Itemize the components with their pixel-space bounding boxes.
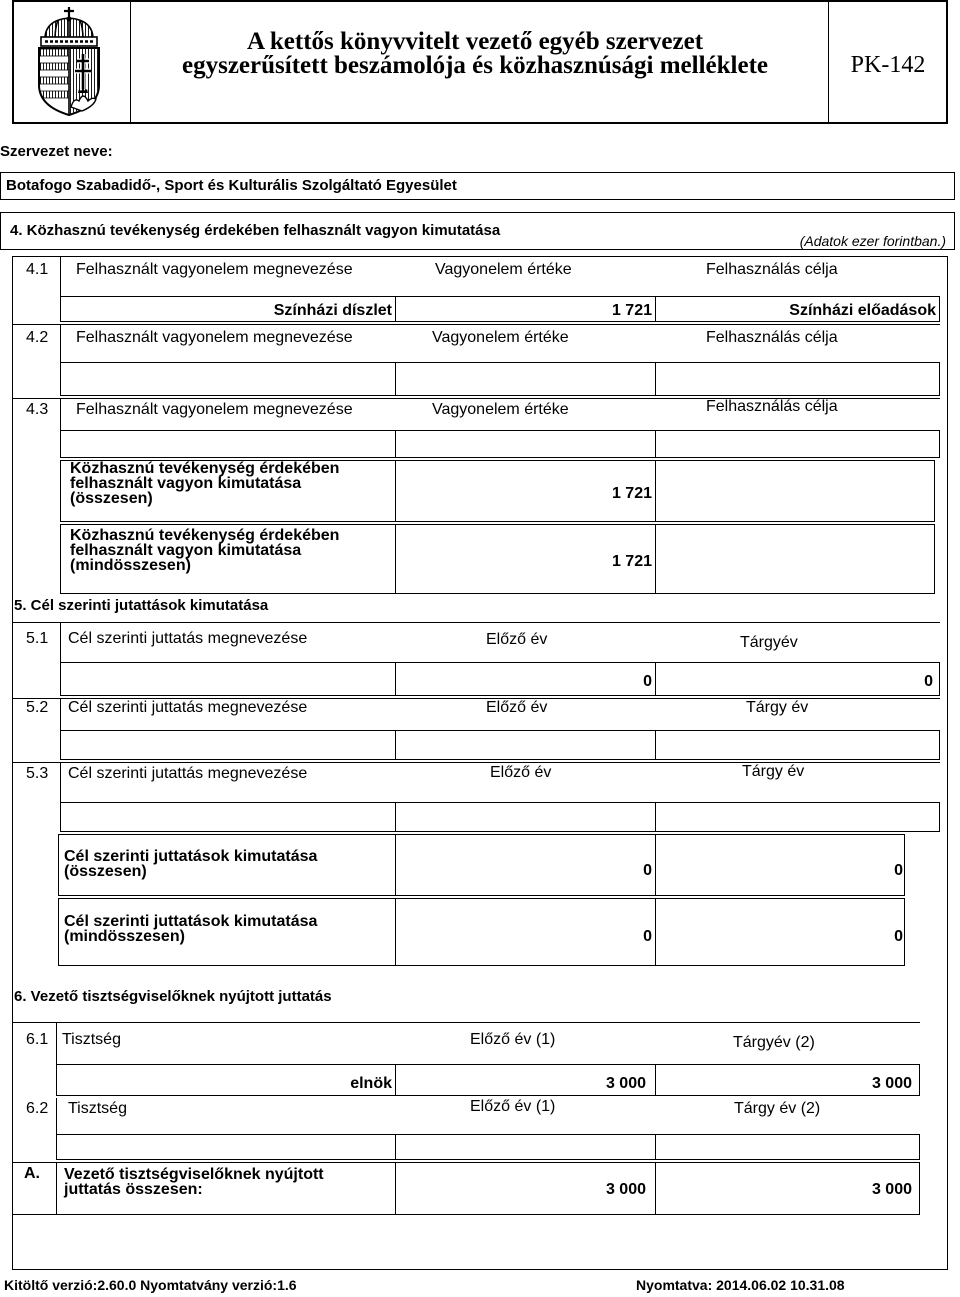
officer-benefit-total-previous-year: 3 000 <box>605 1181 646 1198</box>
benefit-total-label-line: (összesen) <box>64 863 147 880</box>
benefit-name-header: Cél szerinti juttatás megnevezése <box>68 699 308 716</box>
asset-value-header: Vagyonelem értéke <box>432 329 569 346</box>
section-5-title: 5. Cél szerinti jutattások kimutatása <box>14 597 269 614</box>
position-header: Tisztség <box>68 1100 127 1117</box>
current-year-header: Tárgy év <box>742 763 805 780</box>
asset-grand-total-label-line: (mindösszesen) <box>70 557 191 574</box>
benefit-grand-total-previous-year: 0 <box>643 928 652 945</box>
form-title-line-2: egyszerűsített beszámolója és közhasznúsági melléklete <box>182 52 768 79</box>
asset-value-cell: 1 721 <box>611 302 652 319</box>
position-header: Tisztség <box>62 1031 121 1048</box>
benefit-grand-total-current-year: 0 <box>894 928 903 945</box>
usage-purpose-header: Felhasználás célja <box>706 261 838 278</box>
asset-name-cell: Színházi díszlet <box>273 302 392 319</box>
row-border <box>12 324 940 325</box>
asset-total-value: 1 721 <box>611 485 652 502</box>
officer-benefit-total-label-line: juttatás összesen: <box>64 1181 203 1198</box>
footer-versions: Kitöltő verzió:2.60.0 Nyomtatvány verzió:1.6 <box>4 1277 297 1293</box>
column-divider <box>655 460 656 522</box>
coat-of-arms-icon <box>30 7 108 117</box>
footer-printed-date: Nyomtatva: 2014.06.02 10.31.08 <box>636 1277 845 1293</box>
section-6-title: 6. Vezető tisztségviselőknek nyújtott juttatás <box>14 988 332 1005</box>
benefit-grand-total-label-line: Cél szerinti juttatások kimutatása <box>64 913 318 930</box>
previous-year-header: Előző év <box>490 764 552 781</box>
current-year-cell: 0 <box>924 673 933 690</box>
officer-benefit-total-label <box>64 1167 324 1197</box>
column-divider <box>395 362 396 396</box>
officer-benefit-total-label-line: Vezető tisztségviselőknek nyújtott <box>64 1166 324 1183</box>
total-marker: A. <box>24 1165 40 1182</box>
benefit-total-previous-year: 0 <box>643 862 652 879</box>
benefit-grand-total-label <box>64 914 317 944</box>
asset-grand-total-label-line: felhasznált vagyon kimutatása <box>70 542 302 559</box>
current-year-header: Tárgyév <box>740 634 798 651</box>
block-number-6-2: 6.2 <box>26 1100 49 1117</box>
section-4-title: 4. Közhasznú tevékenység érdekében felhasznált vagyon kimutatása <box>10 222 501 239</box>
data-row <box>60 802 940 832</box>
data-row <box>60 730 940 760</box>
unit-note: (Adatok ezer forintban.) <box>799 233 946 249</box>
benefit-grand-total-label-line: (mindösszesen) <box>64 928 185 945</box>
previous-year-header: Előző év <box>486 699 548 716</box>
column-divider <box>56 1162 57 1215</box>
column-divider <box>395 802 396 832</box>
data-row <box>56 1134 920 1160</box>
row-border <box>12 622 940 623</box>
position-cell: elnök <box>350 1075 392 1092</box>
asset-value-header: Vagyonelem értéke <box>432 401 569 418</box>
officer-benefit-total-current-year: 3 000 <box>871 1181 912 1198</box>
form-title-line-1: A kettős könyvvitelt vezető egyéb szervezet <box>246 28 704 55</box>
benefit-name-header: Cél szerinti juttatás megnevezése <box>68 630 308 647</box>
block-number-4-3: 4.3 <box>26 401 49 418</box>
column-divider <box>655 362 656 396</box>
asset-total-label-line: felhasznált vagyon kimutatása <box>70 475 302 492</box>
column-divider <box>655 430 656 458</box>
header-divider <box>828 0 829 124</box>
column-divider <box>655 524 656 594</box>
asset-grand-total-label <box>70 528 339 573</box>
previous-year-header: Előző év (1) <box>470 1098 556 1115</box>
benefit-name-header: Cél szerinti jutattás megnevezése <box>68 765 308 782</box>
column-divider <box>395 1134 396 1160</box>
data-row <box>60 362 940 396</box>
column-divider <box>395 430 396 458</box>
previous-year-cell: 3 000 <box>605 1075 646 1092</box>
current-year-header: Tárgy év (2) <box>734 1100 821 1117</box>
asset-grand-total-value: 1 721 <box>611 553 652 570</box>
asset-grand-total-label-line: Közhasznú tevékenység érdekében <box>70 527 340 544</box>
form-code: PK-142 <box>850 52 926 78</box>
benefit-total-label <box>64 849 317 879</box>
asset-name-header: Felhasznált vagyonelem megnevezése <box>76 329 353 346</box>
previous-year-header: Előző év <box>486 631 548 648</box>
organization-label: Szervezet neve: <box>0 143 113 160</box>
organization-name: Botafogo Szabadidő-, Sport és Kulturális Szolgáltató Egyesület <box>6 177 457 194</box>
benefit-total-current-year: 0 <box>894 862 903 879</box>
block-number-5-2: 5.2 <box>26 699 49 716</box>
asset-value-header: Vagyonelem értéke <box>435 261 572 278</box>
column-divider <box>395 730 396 760</box>
block-number-4-2: 4.2 <box>26 329 49 346</box>
previous-year-cell: 0 <box>643 673 652 690</box>
asset-total-label <box>70 461 339 506</box>
current-year-header: Tárgy év <box>746 699 809 716</box>
usage-purpose-header: Felhasználás célja <box>706 329 838 346</box>
current-year-cell: 3 000 <box>871 1075 912 1092</box>
asset-total-label-line: (összesen) <box>70 490 153 507</box>
asset-total-label-line: Közhasznú tevékenység érdekében <box>70 460 340 477</box>
usage-purpose-cell: Színházi előadások <box>789 302 936 319</box>
block-number-4-1: 4.1 <box>26 261 49 278</box>
block-number-6-1: 6.1 <box>26 1031 49 1048</box>
asset-name-header: Felhasznált vagyonelem megnevezése <box>76 261 353 278</box>
asset-name-header: Felhasznált vagyonelem megnevezése <box>76 401 353 418</box>
block-number-5-1: 5.1 <box>26 630 49 647</box>
previous-year-header: Előző év (1) <box>470 1031 556 1048</box>
column-divider <box>655 730 656 760</box>
column-divider <box>655 802 656 832</box>
block-number-5-3: 5.3 <box>26 765 49 782</box>
column-divider <box>655 1134 656 1160</box>
benefit-total-label-line: Cél szerinti juttatások kimutatása <box>64 848 318 865</box>
data-row <box>60 430 940 458</box>
row-border <box>12 1022 920 1023</box>
usage-purpose-header: Felhasználás célja <box>706 398 838 415</box>
current-year-header: Tárgyév (2) <box>733 1034 815 1051</box>
